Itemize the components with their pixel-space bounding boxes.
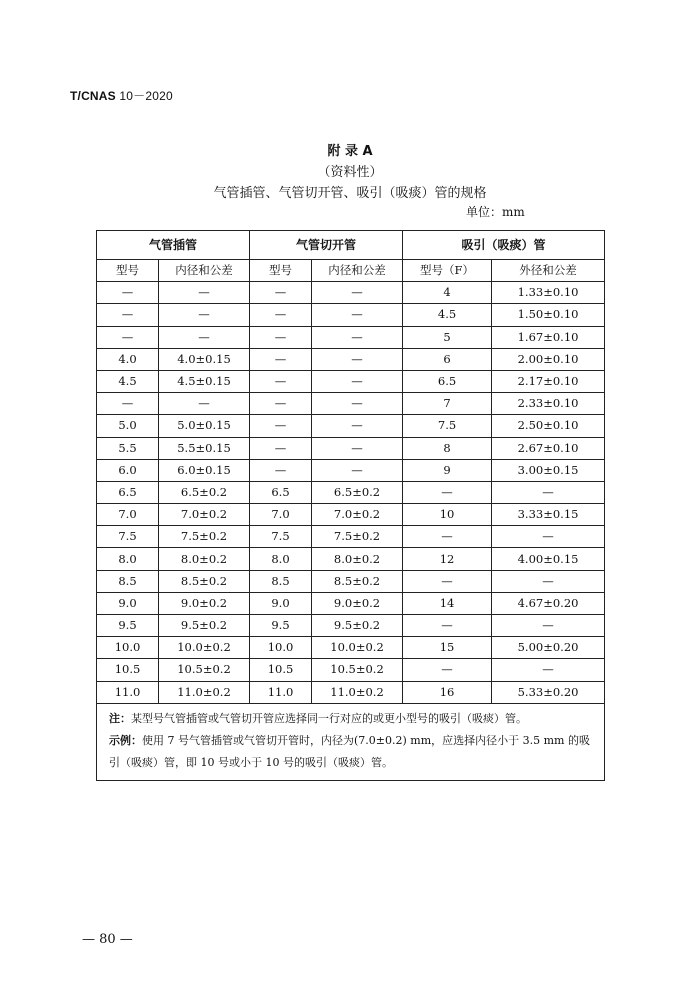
table-cell: —	[403, 526, 492, 548]
group-header-tracheostomy-tube: 气管切开管	[250, 231, 403, 260]
table-cell: 6.5	[250, 481, 312, 503]
table-cell: 8.5	[250, 570, 312, 592]
table-cell: 8.5	[97, 570, 159, 592]
table-cell: 9.5±0.2	[312, 615, 403, 637]
table-cell: 8.0	[250, 548, 312, 570]
table-row	[97, 326, 605, 348]
table-cell: 1.67±0.10	[492, 326, 605, 348]
table-row	[97, 615, 605, 637]
table-cell: 9.0±0.2	[159, 592, 250, 614]
table-cell: 10	[403, 504, 492, 526]
table-cell: 7.0±0.2	[312, 504, 403, 526]
group-header-suction-catheter: 吸引（吸痰）管	[403, 231, 605, 260]
table-cell: —	[250, 282, 312, 304]
table-subheader-row	[97, 260, 605, 282]
table-cell: 9.0±0.2	[312, 592, 403, 614]
table-cell: —	[250, 459, 312, 481]
table-cell: 3.00±0.15	[492, 459, 605, 481]
table-row	[97, 659, 605, 681]
table-row	[97, 570, 605, 592]
document-code-prefix: T/CNAS	[70, 89, 116, 103]
table-cell: 5.0±0.15	[159, 415, 250, 437]
table-cell: 4.67±0.20	[492, 592, 605, 614]
document-code	[70, 87, 173, 104]
table-cell: —	[492, 615, 605, 637]
table-cell: —	[312, 348, 403, 370]
table-cell: —	[492, 570, 605, 592]
document-code-number: 10－2020	[119, 89, 173, 103]
table-cell: —	[492, 659, 605, 681]
table-cell: 5.0	[97, 415, 159, 437]
table-cell: 10.5±0.2	[312, 659, 403, 681]
table-cell: —	[250, 415, 312, 437]
table-cell: 4.5	[97, 370, 159, 392]
table-cell: 1.50±0.10	[492, 304, 605, 326]
table-row	[97, 504, 605, 526]
note-label: 注：	[109, 711, 131, 725]
table-cell: —	[312, 437, 403, 459]
table-cell: 10.0±0.2	[159, 637, 250, 659]
table-cell: 8.0±0.2	[312, 548, 403, 570]
table-cell: 1.33±0.10	[492, 282, 605, 304]
table-cell: —	[97, 304, 159, 326]
table-cell: 2.17±0.10	[492, 370, 605, 392]
table-cell: 9.0	[250, 592, 312, 614]
table-cell: 10.0	[250, 637, 312, 659]
table-cell: 12	[403, 548, 492, 570]
table-row	[97, 304, 605, 326]
column-header: 型号（F）	[403, 260, 492, 282]
table-cell: —	[159, 326, 250, 348]
table-cell: —	[312, 326, 403, 348]
table-cell: —	[250, 393, 312, 415]
table-cell: —	[403, 659, 492, 681]
table-cell: 4	[403, 282, 492, 304]
table-cell: 11.0	[250, 681, 312, 703]
table-row	[97, 393, 605, 415]
table-cell: —	[250, 370, 312, 392]
table-cell: —	[312, 282, 403, 304]
table-cell: —	[250, 304, 312, 326]
column-header: 外径和公差	[492, 260, 605, 282]
page-number: — 80 —	[82, 932, 133, 947]
table-cell: 11.0±0.2	[159, 681, 250, 703]
table-example	[109, 730, 594, 774]
table-cell: 8.5±0.2	[312, 570, 403, 592]
table-group-header-row	[97, 231, 605, 260]
table-cell: 9.5	[97, 615, 159, 637]
table-cell: —	[250, 348, 312, 370]
table-cell: —	[250, 326, 312, 348]
example-label: 示例：	[109, 733, 142, 747]
table-cell: 11.0	[97, 681, 159, 703]
table-cell: —	[312, 393, 403, 415]
table-cell: 6.0	[97, 459, 159, 481]
table-cell: 8.5±0.2	[159, 570, 250, 592]
table-cell: 5.5±0.15	[159, 437, 250, 459]
table-cell: 6.5	[97, 481, 159, 503]
table-cell: 2.00±0.10	[492, 348, 605, 370]
table-row	[97, 481, 605, 503]
table-cell: —	[159, 393, 250, 415]
table-cell: 6.5±0.2	[159, 481, 250, 503]
column-header: 型号	[97, 260, 159, 282]
unit-label: 单位：mm	[466, 205, 525, 219]
table-cell: —	[312, 459, 403, 481]
table-cell: 10.5±0.2	[159, 659, 250, 681]
column-header: 型号	[250, 260, 312, 282]
table-cell: —	[250, 437, 312, 459]
annex-type: （资料性）	[317, 165, 383, 180]
table-cell: 7.5	[250, 526, 312, 548]
table-cell: 10.0±0.2	[312, 637, 403, 659]
table-cell: 6.5±0.2	[312, 481, 403, 503]
note-text: 某型号气管插管或气管切开管应选择同一行对应的或更小型号的吸引（吸痰）管。	[131, 711, 527, 725]
table-body	[97, 282, 605, 704]
table-cell: 5	[403, 326, 492, 348]
example-text: 使用 7 号气管插管或气管切开管时，内径为(7.0±0.2) mm，应选择内径小于 3.5 mm 的吸引（吸痰）管，即 10 号或小于 10 号的吸引（吸痰）管。	[109, 733, 590, 769]
table-row	[97, 592, 605, 614]
table-cell: 5.33±0.20	[492, 681, 605, 703]
table-row	[97, 437, 605, 459]
table-cell: 16	[403, 681, 492, 703]
table-cell: 7.0±0.2	[159, 504, 250, 526]
table-note-cell	[97, 703, 605, 780]
table-cell: 10.0	[97, 637, 159, 659]
table-cell: —	[97, 326, 159, 348]
table-cell: —	[492, 481, 605, 503]
table-cell: 8.0	[97, 548, 159, 570]
table-cell: 9.5	[250, 615, 312, 637]
table-cell: 7.0	[97, 504, 159, 526]
table-row	[97, 348, 605, 370]
table-cell: —	[492, 526, 605, 548]
annex-name: 气管插管、气管切开管、吸引（吸痰）管的规格	[213, 186, 487, 201]
table-cell: 9	[403, 459, 492, 481]
table-row	[97, 370, 605, 392]
table-cell: 10.5	[97, 659, 159, 681]
table-row	[97, 637, 605, 659]
table-cell: 3.33±0.15	[492, 504, 605, 526]
table-note	[109, 708, 594, 730]
table-cell: —	[403, 570, 492, 592]
column-header: 内径和公差	[159, 260, 250, 282]
table-cell: 8	[403, 437, 492, 459]
table-row	[97, 415, 605, 437]
table-cell: 7	[403, 393, 492, 415]
table-cell: 4.00±0.15	[492, 548, 605, 570]
table-row	[97, 526, 605, 548]
table-cell: —	[97, 282, 159, 304]
table-cell: 2.67±0.10	[492, 437, 605, 459]
column-header: 内径和公差	[312, 260, 403, 282]
table-cell: —	[312, 370, 403, 392]
table-cell: 2.50±0.10	[492, 415, 605, 437]
table-cell: —	[159, 304, 250, 326]
table-cell: 7.5±0.2	[312, 526, 403, 548]
table-cell: 8.0±0.2	[159, 548, 250, 570]
table-cell: 7.5±0.2	[159, 526, 250, 548]
table-row	[97, 282, 605, 304]
table-row	[97, 681, 605, 703]
table-cell: 4.0±0.15	[159, 348, 250, 370]
table-cell: 2.33±0.10	[492, 393, 605, 415]
table-cell: 14	[403, 592, 492, 614]
table-cell: 6	[403, 348, 492, 370]
table-cell: 7.5	[97, 526, 159, 548]
table-cell: 5.00±0.20	[492, 637, 605, 659]
table-cell: 6.5	[403, 370, 492, 392]
table-cell: —	[403, 615, 492, 637]
table-cell: 9.0	[97, 592, 159, 614]
table-cell: 4.5±0.15	[159, 370, 250, 392]
table-cell: 11.0±0.2	[312, 681, 403, 703]
table-cell: —	[312, 415, 403, 437]
table-cell: 6.0±0.15	[159, 459, 250, 481]
table-cell: —	[159, 282, 250, 304]
table-cell: 4.5	[403, 304, 492, 326]
table-cell: 9.5±0.2	[159, 615, 250, 637]
annex-title: 附 录 A	[327, 144, 373, 159]
table-row	[97, 548, 605, 570]
table-cell: —	[312, 304, 403, 326]
table-cell: 4.0	[97, 348, 159, 370]
table-cell: —	[97, 393, 159, 415]
table-cell: —	[403, 481, 492, 503]
table-row	[97, 459, 605, 481]
group-header-tracheal-tube: 气管插管	[97, 231, 250, 260]
specification-table	[96, 230, 605, 781]
table-cell: 15	[403, 637, 492, 659]
table-cell: 7.5	[403, 415, 492, 437]
table-note-row	[97, 703, 605, 780]
table-cell: 10.5	[250, 659, 312, 681]
table-cell: 7.0	[250, 504, 312, 526]
table-cell: 5.5	[97, 437, 159, 459]
